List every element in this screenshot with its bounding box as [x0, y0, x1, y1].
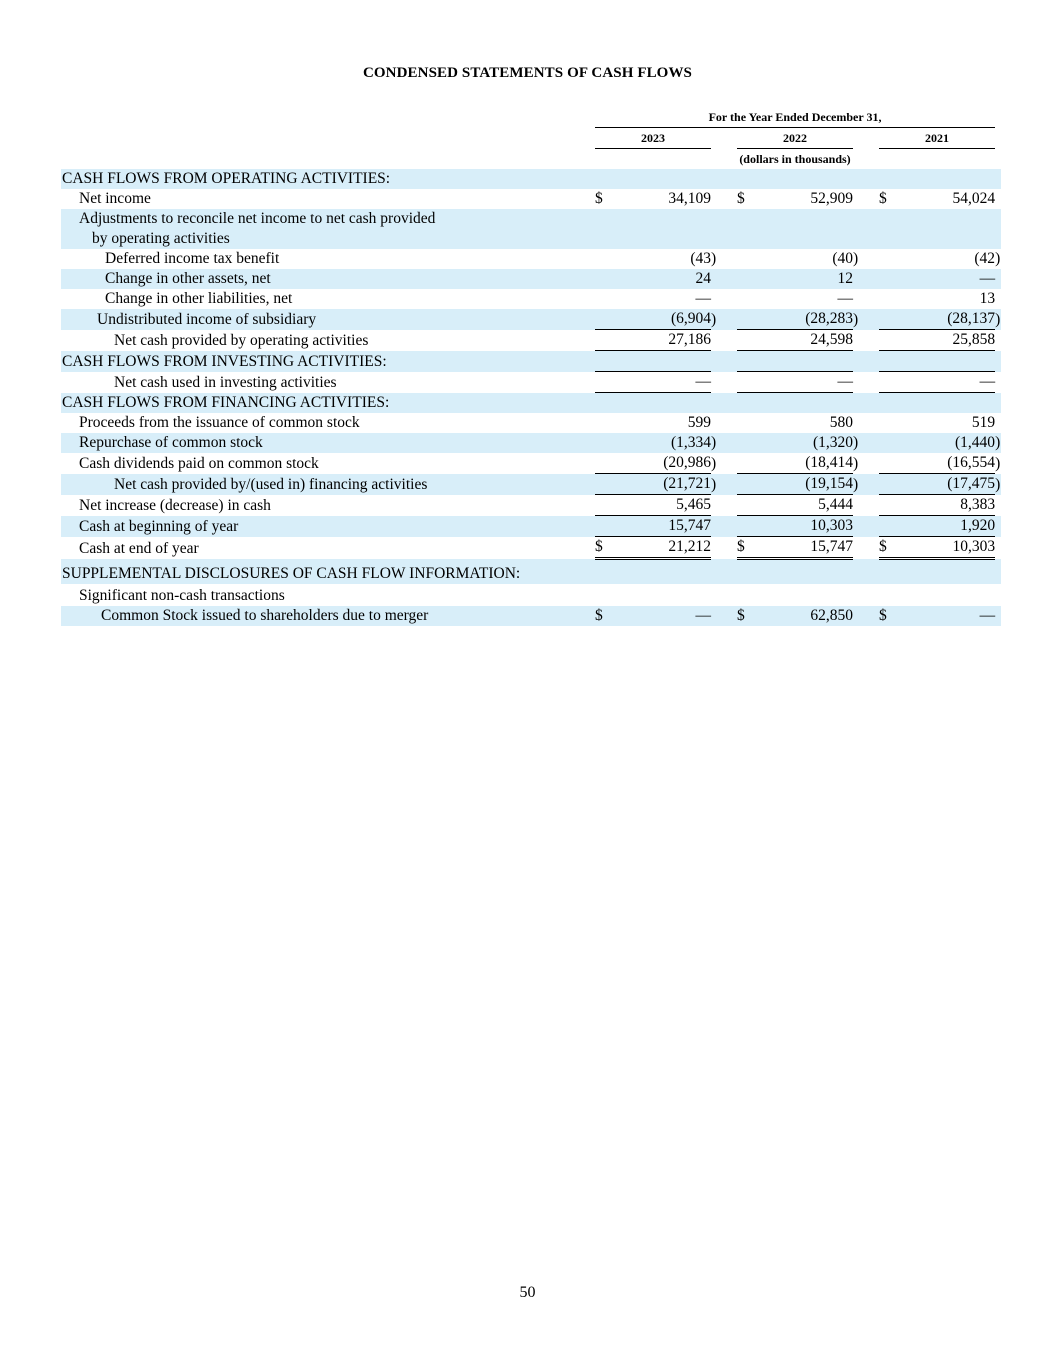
- value-2021: 13: [979, 290, 996, 307]
- row-label: Net income: [79, 190, 151, 207]
- page-number: 50: [519, 1284, 536, 1301]
- value-2023: 24: [613, 269, 711, 289]
- table-row: [61, 189, 1001, 209]
- value-2022: (18,414: [755, 453, 853, 474]
- year-header-2023: 2023: [595, 128, 711, 149]
- value-2023: (20,986: [613, 453, 711, 474]
- value-2021: 25,858: [897, 330, 995, 351]
- value-2022: 580: [829, 414, 853, 431]
- value-2022: —: [755, 372, 853, 393]
- row-label: Deferred income tax benefit: [105, 250, 280, 267]
- investing-heading: CASH FLOWS FROM INVESTING ACTIVITIES:: [61, 351, 595, 372]
- value-2021: (42: [974, 250, 996, 267]
- table-row: [61, 289, 1001, 309]
- dollar-sign: $: [879, 190, 887, 207]
- operating-heading: CASH FLOWS FROM OPERATING ACTIVITIES:: [61, 169, 1001, 189]
- table-row: [61, 516, 1001, 537]
- value-2022: 12: [755, 269, 853, 289]
- table-row: Undistributed income of subsidiary (6,904 ) (28,283 ) (28,137 ): [61, 309, 1001, 330]
- table-row: [61, 393, 1001, 414]
- value-2021: 519: [971, 414, 996, 431]
- value-2023: —: [613, 606, 711, 626]
- value-2021: (17,475: [897, 474, 995, 495]
- value-2023: (21,721: [613, 474, 711, 495]
- value-2021: 10,303: [897, 537, 995, 559]
- value-2022: 62,850: [755, 606, 853, 626]
- value-2021: —: [897, 606, 995, 626]
- value-2021: —: [897, 269, 995, 289]
- table-row: Cash dividends paid on common stock (20,986 ) (18,414 ) (16,554 ): [61, 453, 1001, 474]
- value-2021: (16,554: [897, 453, 995, 474]
- row-label: Adjustments to reconcile net income to net cash provided: [61, 209, 1001, 229]
- value-2023: (43: [690, 250, 711, 267]
- value-2022: 5,444: [755, 495, 853, 516]
- table-row: [61, 495, 1001, 516]
- table-row: [61, 351, 1001, 372]
- value-2023: 21,212: [613, 537, 711, 559]
- dollar-sign: $: [737, 537, 755, 559]
- table-row: [61, 584, 1001, 606]
- value-2023: 27,186: [613, 330, 711, 351]
- row-label: Cash dividends paid on common stock: [79, 454, 319, 472]
- value-2021: —: [897, 372, 995, 393]
- table-row: [61, 209, 1001, 229]
- value-2022: 10,303: [755, 516, 853, 537]
- row-label: Cash at end of year: [79, 539, 199, 557]
- value-2022: 15,747: [755, 537, 853, 559]
- table-row: [61, 330, 1001, 351]
- row-label: Significant non-cash transactions: [79, 587, 285, 604]
- value-2023: (6,904: [613, 309, 711, 330]
- table-row: [61, 229, 1001, 249]
- value-2021: 8,383: [897, 495, 995, 516]
- value-2022: —: [837, 290, 853, 307]
- period-header: For the Year Ended December 31,: [595, 107, 995, 128]
- value-2022: 24,598: [755, 330, 853, 351]
- value-2022: (19,154: [755, 474, 853, 495]
- dollar-sign: $: [879, 537, 897, 559]
- row-label: Net cash provided by operating activities: [114, 331, 369, 349]
- row-label: Net cash used in investing activities: [114, 373, 337, 391]
- row-label: Net cash provided by/(used in) financing activities: [61, 474, 595, 495]
- year-header-2021: 2021: [879, 128, 995, 149]
- table-row: [61, 372, 1001, 393]
- value-2021: 54,024: [952, 190, 996, 207]
- value-2023: 15,747: [613, 516, 711, 537]
- units-note: (dollars in thousands): [739, 152, 851, 166]
- dollar-sign: $: [595, 537, 613, 559]
- table-row: [61, 269, 1001, 289]
- value-2021: 1,920: [897, 516, 995, 537]
- value-2023: 34,109: [668, 190, 711, 207]
- row-label: by operating activities: [61, 229, 1001, 249]
- row-label: Change in other assets, net: [61, 269, 595, 289]
- table-row: [61, 413, 1001, 433]
- table-row: Deferred income tax benefit (43 ) (40 ) (42 ): [61, 249, 1001, 269]
- value-2023: (1,334: [613, 433, 711, 453]
- table-row: [61, 169, 1001, 189]
- table-row: [61, 559, 1001, 585]
- supplemental-heading: SUPPLEMENTAL DISCLOSURES OF CASH FLOW INFORMATION:: [61, 559, 1001, 585]
- value-2022: (1,320: [755, 433, 853, 453]
- table-row: Repurchase of common stock (1,334 ) (1,320 ) (1,440 ): [61, 433, 1001, 453]
- row-label: Net increase (decrease) in cash: [79, 496, 271, 514]
- cash-flow-table: [61, 107, 1001, 626]
- row-label: Proceeds from the issuance of common stock: [79, 414, 360, 431]
- year-header-2022: 2022: [737, 128, 853, 149]
- table-row: [61, 537, 1001, 559]
- value-2021: (28,137: [897, 309, 995, 330]
- value-2023: 5,465: [613, 495, 711, 516]
- dollar-sign: $: [595, 606, 613, 626]
- value-2023: —: [613, 372, 711, 393]
- value-2022: (40: [832, 250, 853, 267]
- dollar-sign: $: [879, 606, 897, 626]
- value-2023: 599: [687, 414, 711, 431]
- row-label: Cash at beginning of year: [61, 516, 595, 537]
- dollar-sign: $: [737, 190, 745, 207]
- row-label: Repurchase of common stock: [61, 433, 595, 453]
- value-2022: 52,909: [810, 190, 853, 207]
- row-label: Change in other liabilities, net: [105, 290, 293, 307]
- value-2021: (1,440: [897, 433, 995, 453]
- row-label: Common Stock issued to shareholders due to merger: [61, 606, 595, 626]
- financing-heading: CASH FLOWS FROM FINANCING ACTIVITIES:: [61, 393, 1001, 414]
- dollar-sign: $: [737, 606, 755, 626]
- table-row: [61, 606, 1001, 626]
- statement-title: CONDENSED STATEMENTS OF CASH FLOWS: [362, 65, 692, 81]
- value-2022: (28,283: [755, 309, 853, 330]
- value-2023: —: [695, 290, 711, 307]
- row-label: Undistributed income of subsidiary: [61, 309, 595, 330]
- dollar-sign: $: [595, 190, 603, 207]
- table-row: Net cash provided by/(used in) financing activities (21,721 ) (19,154 ) (17,475 ): [61, 474, 1001, 495]
